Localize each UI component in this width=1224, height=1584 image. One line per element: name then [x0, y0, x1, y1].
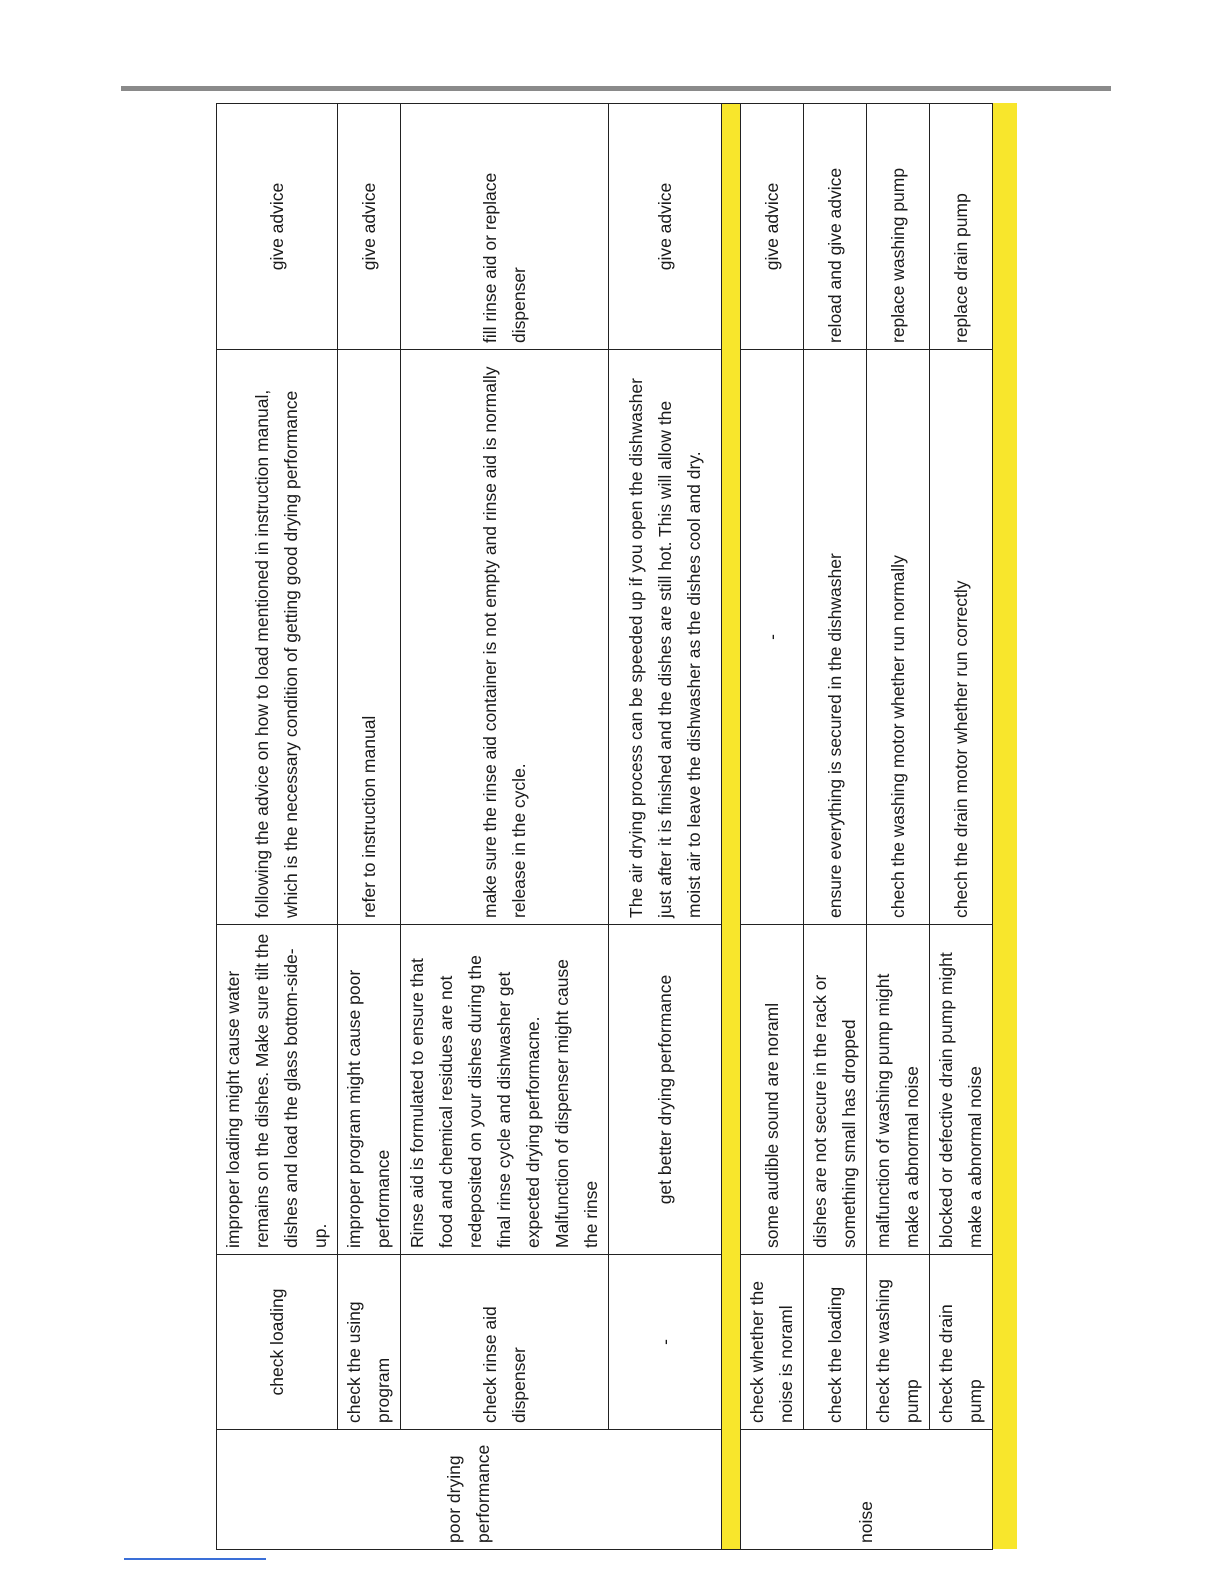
table-row [401, 104, 609, 1550]
cause-cell: dishes are not secure in the rack or something small has dropped [804, 925, 867, 1255]
action-cell: replace drain pump [930, 104, 993, 350]
action-cell: reload and give advice [804, 104, 867, 350]
check-cell: check loading [217, 1255, 338, 1430]
cause-cell: improper program might cause poor performance [338, 925, 401, 1255]
troubleshooting-table [216, 103, 1017, 1550]
table-row [217, 104, 338, 1550]
action-cell: give advice [338, 104, 401, 350]
check-cell: check rinse aid dispenser [401, 1255, 609, 1430]
solution-cell: make sure the rinse aid container is not empty and rinse aid is normally release in the cycle. [401, 350, 609, 925]
separator-row [722, 104, 741, 1550]
highlight-band-cell [993, 104, 1018, 1550]
cause-cell: blocked or defective drain pump might make a abnormal noise [930, 925, 993, 1255]
cause-cell: malfunction of washing pump might make a abnormal noise [867, 925, 930, 1255]
problem-cell: poor drying performance [217, 1430, 722, 1550]
solution-cell: - [741, 350, 804, 925]
check-cell: - [609, 1255, 722, 1430]
solution-cell: following the advice on how to load mentioned in instruction manual, which is the necessary condition of getting good drying performance [217, 350, 338, 925]
highlight-band [993, 104, 1018, 1550]
check-cell: check the using program [338, 1255, 401, 1430]
action-cell: give advice [741, 104, 804, 350]
cause-cell: improper loading might cause water remains on the dishes. Make sure tilt the dishes and load the glass bottom-side-up. [217, 925, 338, 1255]
action-cell: replace washing pump [867, 104, 930, 350]
check-cell: check the washing pump [867, 1255, 930, 1430]
solution-cell: chech the drain motor whether run correctly [930, 350, 993, 925]
cause-cell: Rinse aid is formulated to ensure that food and chemical residues are not redeposited on your dishes during the final rinse cycle and dishwasher get expected drying performacne. Malfunction of dispenser might cause the rinse [401, 925, 609, 1255]
table-row [338, 104, 401, 1550]
check-cell: check the drain pump [930, 1255, 993, 1430]
action-cell: give advice [609, 104, 722, 350]
check-cell: check whether the noise is noraml [741, 1255, 804, 1430]
solution-cell: ensure everything is secured in the dishwasher [804, 350, 867, 925]
footer-link-underline [124, 1558, 266, 1560]
table-row [867, 104, 930, 1550]
table-row [609, 104, 722, 1550]
solution-cell: chech the washing motor whether run normally [867, 350, 930, 925]
check-cell: check the loading [804, 1255, 867, 1430]
table-row [930, 104, 993, 1550]
problem-cell: noise [741, 1430, 993, 1550]
cause-cell: some audible sound are noraml [741, 925, 804, 1255]
solution-cell: The air drying process can be speeded up if you open the dishwasher just after it is finished and the dishes are still hot. This will allow the moist air to leave the dishwasher as the dishes cool and dry. [609, 350, 722, 925]
action-cell: give advice [217, 104, 338, 350]
cause-cell: get better drying performance [609, 925, 722, 1255]
action-cell: fill rinse aid or replace dispenser [401, 104, 609, 350]
header-rule [121, 86, 1111, 91]
rotated-troubleshooting-table [216, 104, 985, 1550]
solution-cell: refer to instruction manual [338, 350, 401, 925]
table-row [804, 104, 867, 1550]
table-row [741, 104, 804, 1550]
separator-cell [722, 104, 741, 1550]
